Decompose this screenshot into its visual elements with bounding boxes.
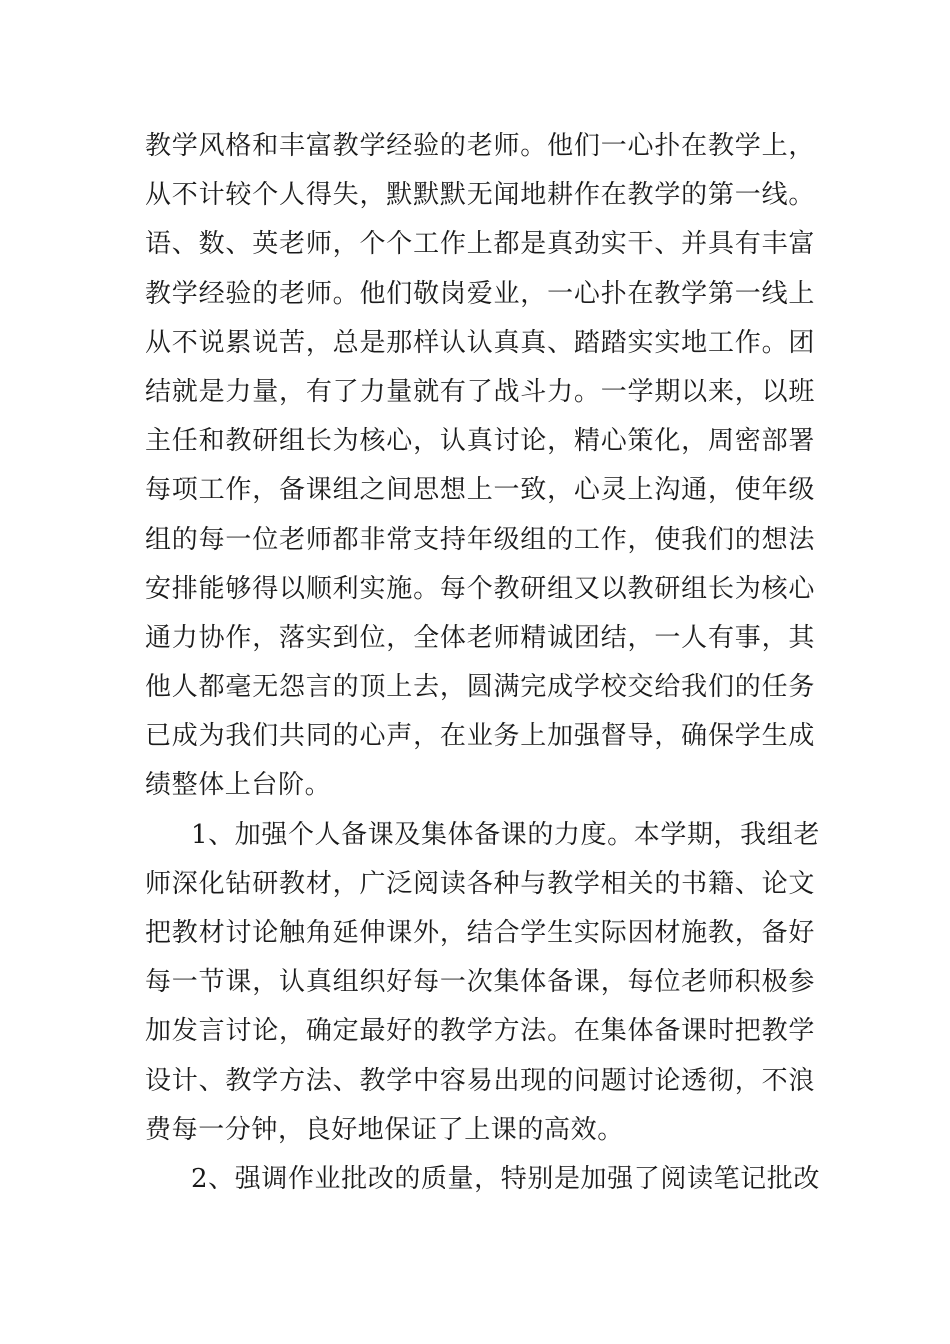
text-line: 教学经验的老师。他们敬岗爱业，一心扑在教学第一线上 (145, 278, 815, 309)
text-line: 费每一分钟，良好地保证了上课的高效。 (145, 1114, 624, 1145)
text-line: 安排能够得以顺利实施。每个教研组又以教研组长为核心 (145, 573, 815, 604)
body-text (145, 122, 820, 1204)
text-line: 语、数、英老师，个个工作上都是真劲实干、并具有丰富 (145, 229, 815, 260)
text-line: 每一节课，认真组织好每一次集体备课，每位老师积极参 (145, 967, 815, 998)
text-line: 从不说累说苦，总是那样认认真真、踏踏实实地工作。团 (145, 327, 815, 358)
paragraph-3 (145, 1155, 820, 1204)
text-line: 已成为我们共同的心声，在业务上加强督导，确保学生成 (145, 721, 815, 752)
text-line: 绩整体上台阶。 (145, 770, 332, 801)
text-line: 每项工作，备课组之间思想上一致，心灵上沟通，使年级 (145, 475, 815, 506)
text-line: 2、强调作业批改的质量，特别是加强了阅读笔记批改 (191, 1163, 820, 1194)
text-line: 师深化钻研教材，广泛阅读各种与教学相关的书籍、论文 (145, 868, 815, 899)
text-line: 通力协作，落实到位，全体老师精诚团结，一人有事，其 (145, 622, 815, 653)
text-line: 把教材讨论触角延伸课外，结合学生实际因材施教，备好 (145, 918, 815, 948)
text-line: 加发言讨论，确定最好的教学方法。在集体备课时把教学 (145, 1016, 815, 1047)
text-line: 结就是力量，有了力量就有了战斗力。一学期以来，以班 (145, 376, 815, 407)
paragraph-2 (145, 811, 820, 1155)
text-line: 1、加强个人备课及集体备课的力度。本学期，我组老 (191, 819, 820, 850)
text-line: 他人都毫无怨言的顶上去，圆满完成学校交给我们的任务 (145, 672, 815, 703)
text-line: 主任和教研组长为核心，认真讨论，精心策化，周密部署 (145, 426, 815, 457)
text-line: 教学风格和丰富教学经验的老师。他们一心扑在教学上， (145, 131, 815, 161)
text-line: 组的每一位老师都非常支持年级组的工作，使我们的想法 (145, 524, 815, 555)
text-line: 从不计较个人得失，默默默无闻地耕作在教学的第一线。 (145, 180, 815, 211)
paragraph-1 (145, 122, 815, 811)
text-line: 设计、教学方法、教学中容易出现的问题讨论透彻，不浪 (145, 1065, 815, 1096)
